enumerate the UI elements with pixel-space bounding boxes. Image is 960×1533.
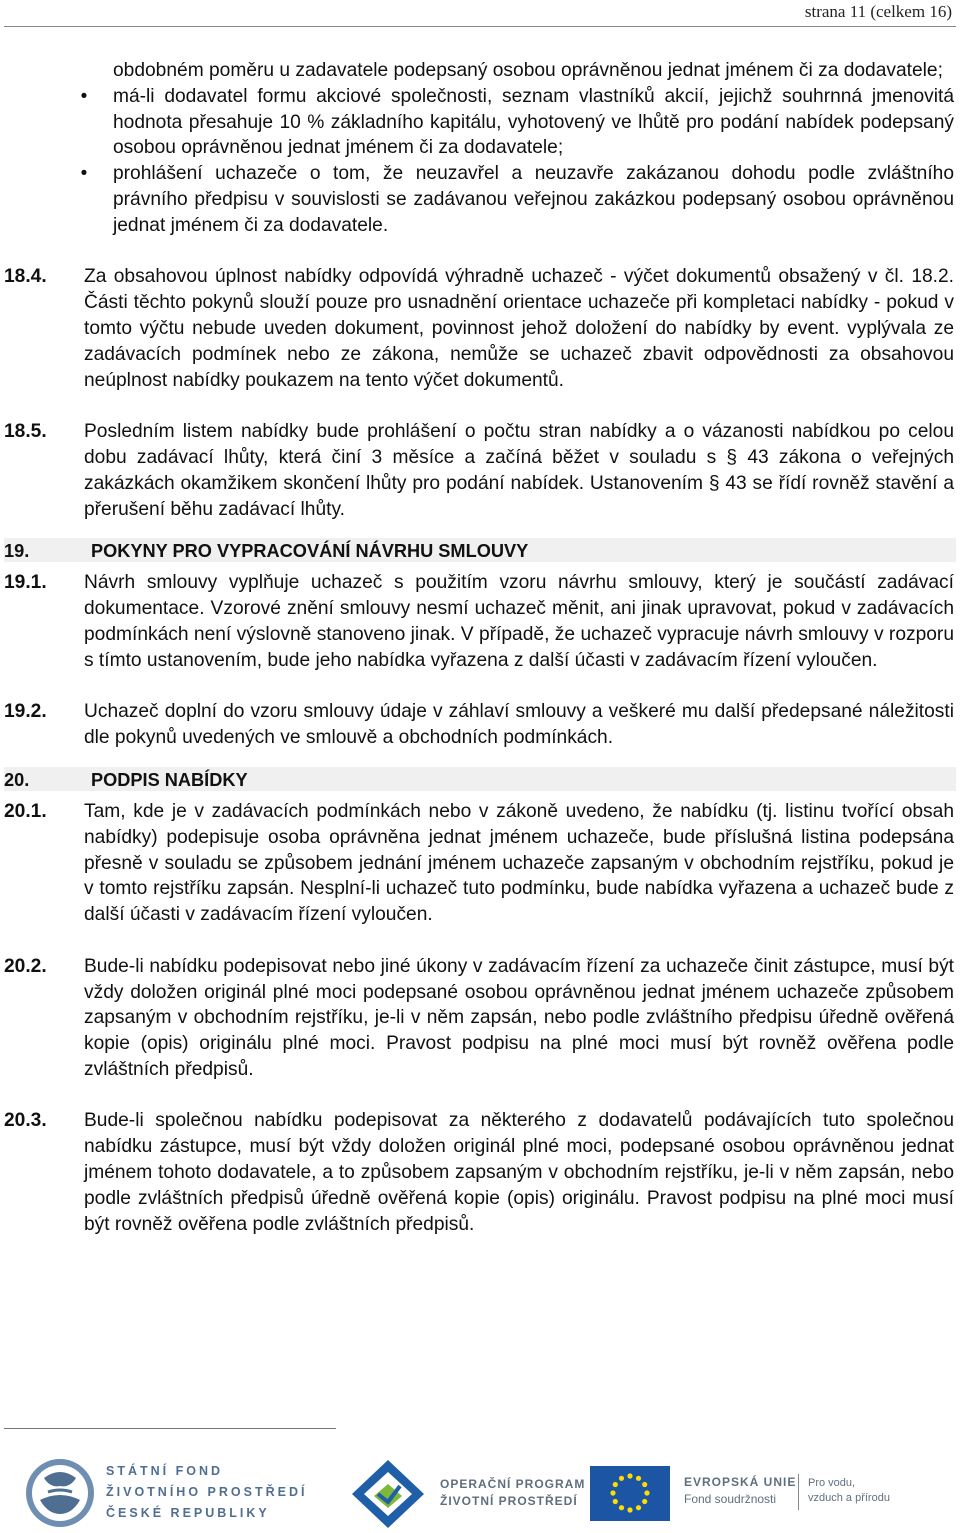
paragraph-20-2 — [0, 954, 960, 1083]
sfzp-logo-text: STÁTNÍ FOND ŽIVOTNÍHO PROSTŘEDÍ ČESKÉ REPUBLIKY — [106, 1464, 308, 1520]
list-item — [80, 84, 954, 161]
eu-slogan: Pro vodu, vzduch a přírodu — [808, 1477, 890, 1504]
op-zp-logo-text: OPERAČNÍ PROGRAM ŽIVOTNÍ PROSTŘEDÍ — [440, 1477, 586, 1508]
list-item — [80, 161, 954, 238]
section-heading-20 — [4, 767, 956, 791]
paragraph-20-1 — [0, 799, 960, 928]
paragraph-18-4 — [0, 264, 960, 393]
paragraph-number: 20.2. — [4, 955, 47, 977]
paragraph-number: 19.2. — [4, 701, 47, 723]
paragraph-text: Tam, kde je v zadávacích podmínkách nebo v zákoně uvedeno, že nabídku (tj. listinu tvořící obsah nabídky) podepisuje osoba oprávněna jednat jménem uchazeče, bude příslušná listina podepsána přesně v souladu se způsobem jednání jménem uchazeče zapsaným v obchodním rejstříku, pokud je v tomto rejstříku zapsán. Nesplní-li uchazeč tuto podmínku, bude nabídka vyřazena a uchazeč bude z další účasti v zadávacím řízení vyloučen. — [84, 800, 954, 926]
section-title: POKYNY PRO VYPRACOVÁNÍ NÁVRHU SMLOUVY — [91, 541, 529, 562]
paragraph-text: Uchazeč doplní do vzoru smlouvy údaje v záhlaví smlouvy a veškeré mu další předepsané náležitosti dle pokynů uvedených ve smlouvě a obchodních podmínkách. — [84, 701, 954, 749]
paragraph-number: 20.3. — [4, 1110, 47, 1132]
paragraph-number: 18.5. — [4, 421, 47, 443]
header-rule — [4, 26, 956, 27]
eu-divider — [798, 1474, 799, 1510]
page-footer — [0, 1428, 960, 1533]
paragraph-text: Návrh smlouvy vyplňuje uchazeč s použitím vzoru návrhu smlouvy, který je součástí zadávací dokumentace. Vzorové znění smlouvy nesmí uchazeč měnit, ani jinak upravovat, pokud v zadávacích podmínkách není výslovně stanoveno jinak. V případě, že uchazeč vypracuje návrh smlouvy v rozporu s tímto ustanovením, bude jeho nabídka vyřazena z další účasti v zadávacím řízení vyloučen. — [84, 572, 954, 671]
footer-rule — [4, 1428, 336, 1429]
bullet-list — [80, 58, 954, 239]
eu-logo-text: EVROPSKÁ UNIE Fond soudržnosti — [684, 1475, 797, 1506]
paragraph-text: Bude-li společnou nabídku podepisovat za některého z dodavatelů podávajících tuto společnou nabídku zástupce, musí být vždy doložen originál plné moci, podepsané osobou oprávněnou jednat jménem tohoto dodavatele, a to způsobem zapsaným v obchodním rejstříku, je-li v něm zapsán, nebo podle zvláštních předpisů úředně ověřená kopie (opis) originálu. Pravost podpisu na plné moci musí být rovněž ověřena podle zvláštních předpisů. — [84, 1110, 954, 1235]
paragraph-number: 20.1. — [4, 800, 47, 822]
list-item — [113, 58, 954, 84]
bullet-icon: • — [80, 85, 88, 107]
section-number: 19. — [4, 541, 30, 562]
eu-flag-icon — [590, 1466, 670, 1521]
paragraph-number: 18.4. — [4, 266, 47, 288]
page-number: strana 11 (celkem 16) — [804, 2, 952, 21]
paragraph-19-2 — [0, 699, 960, 751]
paragraph-number: 19.1. — [4, 572, 47, 594]
paragraph-text: Posledním listem nabídky bude prohlášení o počtu stran nabídky a o vázanosti nabídkou po celou dobu zadávací lhůty, která činí 3 měsíce a začíná běžet v souladu s § 43 zákona o veřejných zakázkách okamžikem skončení lhůty pro podání nabídek. Ustanovením § 43 se řídí rovněž stavění a přerušení běhu zadávací lhůty. — [84, 421, 954, 520]
list-item-text: prohlášení uchazeče o tom, že neuzavřel a neuzavře zakázanou dohodu podle zvláštního právního předpisu v souvislosti se zadávanou veřejnou zakázkou podepsaný osobou oprávněnou jednat jménem či za dodavatele. — [113, 163, 954, 236]
paragraph-18-5 — [0, 419, 960, 522]
page-header — [0, 0, 960, 26]
document-body — [0, 58, 960, 1237]
list-item-text: obdobném poměru u zadavatele podepsaný osobou oprávněnou jednat jménem či za dodavatele; — [113, 60, 943, 81]
section-heading-19 — [4, 538, 956, 562]
paragraph-text: Bude-li nabídku podepisovat nebo jiné úkony v zadávacím řízení za uchazeče činit zástupce, musí být vždy doložen originál plné moci podepsané osobou oprávněnou jednat jménem uchazeče způsobem zapsaným v obchodním rejstříku, je-li v něm zapsán, nebo podle zvláštního předpisu úředně ověřená kopie (opis) originálu plné moci. Pravost podpisu na plné moci musí být rovněž ověřena podle zvláštních předpisů. — [84, 955, 954, 1080]
paragraph-text: Za obsahovou úplnost nabídky odpovídá výhradně uchazeč - výčet dokumentů obsažený v čl. 18.2. Části těchto pokynů slouží pouze pro usnadnění orientace uchazeče při kompletaci nabídky - pokud v tomto výčtu nebude uveden dokument, povinnost jehož doložení do nabídky by event. vyplývala ze zadávacích podmínek nebo ze zákona, nemůže se uchazeč zbavit odpovědnosti za obsahovou neúplnost nabídky poukazem na tento výčet dokumentů. — [84, 266, 954, 391]
paragraph-20-3 — [0, 1108, 960, 1237]
section-title: PODPIS NABÍDKY — [91, 769, 248, 790]
list-item-text: má-li dodavatel formu akciové společnosti, seznam vlastníků akcií, jejichž souhrnná jmenovitá hodnota přesahuje 10 % základního kapitálu, vyhotovený ve lhůtě pro podání nabídek podepsaný osobou oprávněnou jednat jménem či za dodavatele; — [113, 85, 954, 159]
bullet-icon: • — [80, 163, 88, 185]
paragraph-19-1 — [0, 570, 960, 673]
section-number: 20. — [4, 769, 30, 790]
